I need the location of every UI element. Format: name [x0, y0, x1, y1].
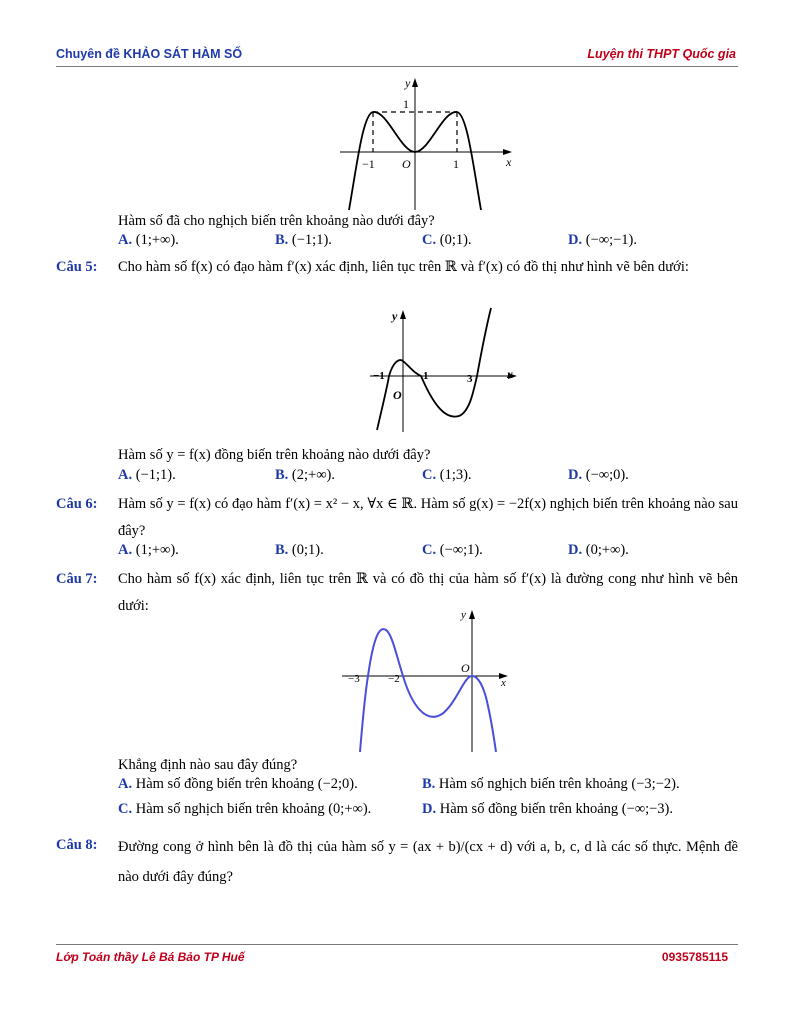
- q5-label: Câu 5:: [56, 259, 98, 275]
- q8-intro: Đường cong ở hình bên là đồ thị của hàm số y = (ax + b)/(cx + d) với a, b, c, d là các số thực. Mệnh đề nào dưới đây đúng?: [118, 839, 738, 885]
- q7-option-c[interactable]: C. Hàm số nghịch biến trên khoảng (0;+∞).: [118, 801, 372, 817]
- graph-q7: [340, 606, 515, 754]
- q5-option-b[interactable]: B. (2;+∞).: [275, 467, 335, 483]
- graph-q7-tick-m2: −2: [388, 673, 400, 685]
- q8-label: Câu 8:: [56, 837, 98, 853]
- graph-q5-tick-m1: −1: [373, 370, 385, 382]
- q6-option-a[interactable]: A. (1;+∞).: [118, 542, 179, 558]
- graph-q5-origin: O: [393, 388, 402, 402]
- q5-option-d[interactable]: D. (−∞;0).: [568, 467, 629, 483]
- q6-option-b[interactable]: B. (0;1).: [275, 542, 324, 558]
- footer-right: 0935785115: [661, 950, 728, 964]
- graph1-tick-p1: 1: [453, 157, 459, 171]
- q6-label: Câu 6:: [56, 496, 98, 512]
- q4-option-a[interactable]: A. (1;+∞).: [118, 232, 179, 248]
- q4-option-c[interactable]: C. (0;1).: [422, 232, 472, 248]
- graph-q7-y-label: y: [461, 609, 466, 621]
- graph-q5: [365, 304, 525, 434]
- graph-q5-tick-p3: 3: [467, 373, 473, 385]
- footer-rule: [56, 944, 738, 945]
- q7-intro: Cho hàm số f(x) xác định, liên tục trên ℝ và có đồ thị của hàm số f′(x) là đường cong như hình vẽ bên dưới:: [118, 571, 738, 614]
- graph-q7-tick-m3: −3: [348, 673, 360, 685]
- graph1-origin: O: [402, 157, 411, 171]
- graph-q5-x-label: x: [507, 367, 513, 381]
- header-right: Luyện thi THPT Quốc gia: [587, 47, 736, 61]
- graph1-y-label: y: [405, 76, 411, 90]
- graph-q7-origin: O: [461, 661, 470, 675]
- graph1-tick-m1: −1: [362, 157, 375, 171]
- q6-option-c[interactable]: C. (−∞;1).: [422, 542, 483, 558]
- q5-option-a[interactable]: A. (−1;1).: [118, 467, 176, 483]
- q5-intro: Cho hàm số f(x) có đạo hàm f′(x) xác định, liên tục trên ℝ và f′(x) có đồ thị như hình vẽ bên dưới:: [118, 259, 689, 275]
- q7-option-d[interactable]: D. Hàm số đồng biến trên khoảng (−∞;−3).: [422, 801, 674, 817]
- q5-option-c[interactable]: C. (1;3).: [422, 467, 472, 483]
- graph1-tick-1-y: 1: [403, 97, 409, 111]
- graph-q5-tick-p1: 1: [423, 370, 429, 382]
- q4-question: Hàm số đã cho nghịch biến trên khoảng nào dưới đây?: [118, 213, 435, 229]
- header-left: Chuyên đề KHẢO SÁT HÀM SỐ: [56, 47, 243, 61]
- graph1-x-label: x: [506, 155, 512, 169]
- graph-quartic: [335, 74, 520, 212]
- q7-option-a[interactable]: A. Hàm số đồng biến trên khoảng (−2;0).: [118, 776, 358, 792]
- q7-label: Câu 7:: [56, 571, 98, 587]
- graph-q5-y-label: y: [392, 309, 398, 323]
- q6-intro: Hàm số y = f(x) có đạo hàm f′(x) = x² − x, ∀x ∈ ℝ. Hàm số g(x) = −2f(x) nghịch biến trên khoảng nào sau đây?: [118, 496, 738, 539]
- footer-left: Lớp Toán thầy Lê Bá Bảo TP Huế: [56, 950, 245, 964]
- header-rule: [56, 66, 738, 67]
- q5-question: Hàm số y = f(x) đồng biến trên khoảng nào dưới đây?: [118, 447, 431, 463]
- graph-q7-x-label: x: [501, 677, 506, 689]
- q4-option-d[interactable]: D. (−∞;−1).: [568, 232, 637, 248]
- q7-option-b[interactable]: B. Hàm số nghịch biến trên khoảng (−3;−2).: [422, 776, 680, 792]
- q6-option-d[interactable]: D. (0;+∞).: [568, 542, 629, 558]
- q4-option-b[interactable]: B. (−1;1).: [275, 232, 332, 248]
- q7-question: Khẳng định nào sau đây đúng?: [118, 757, 298, 773]
